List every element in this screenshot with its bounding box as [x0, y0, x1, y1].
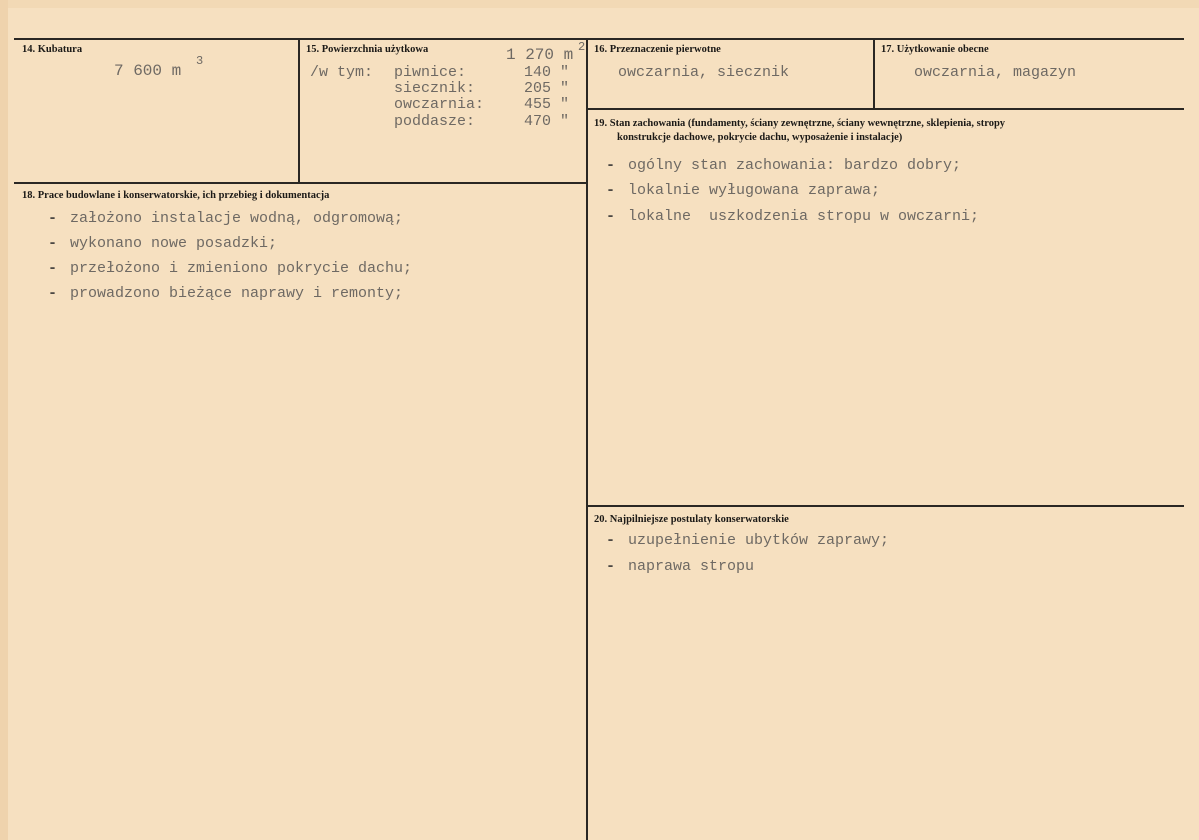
paper-edge-left: [0, 0, 8, 840]
field-19-item: lokalnie wyługowana zaprawa;: [628, 182, 881, 199]
field-15-prefix: /w tym:: [310, 64, 374, 81]
field-20-item: uzupełnienie ubytków zaprawy;: [628, 532, 890, 549]
field-16-label: 16. Przeznaczenie pierwotne: [594, 44, 721, 55]
list-bullet: -: [606, 208, 616, 225]
field-19-label-line1: 19. Stan zachowania (fundamenty, ściany zewnętrzne, ściany wewnętrzne, sklepienia, stropy: [594, 118, 1006, 129]
paper-edge-top: [0, 0, 1199, 8]
field-15-row-name: piwnice:: [394, 64, 467, 81]
field-15-total-sup: 2: [578, 40, 586, 54]
list-bullet: -: [48, 210, 58, 227]
field-16-value: owczarnia, siecznik: [618, 64, 790, 81]
field-14-value: 7 600 m: [114, 62, 182, 80]
list-bullet: -: [606, 157, 616, 174]
field-15-row-value: 470 ": [524, 113, 570, 130]
rule-top: [14, 38, 1184, 40]
field-15-row-name: owczarnia:: [394, 96, 485, 113]
list-bullet: -: [48, 285, 58, 302]
rule-col-14-15: [298, 38, 300, 182]
list-bullet: -: [606, 532, 616, 549]
field-17-value: owczarnia, magazyn: [914, 64, 1077, 81]
field-19-item: ogólny stan zachowania: bardzo dobry;: [628, 157, 962, 174]
field-14-sup: 3: [196, 54, 204, 68]
list-bullet: -: [48, 260, 58, 277]
rule-right-lower: [587, 505, 1184, 507]
rule-center: [586, 38, 588, 840]
field-20-item: naprawa stropu: [628, 558, 755, 575]
field-19-label-line2: konstrukcje dachowe, pokrycie dachu, wyposażenie i instalacje): [617, 132, 903, 143]
field-15-row-name: siecznik:: [394, 80, 476, 97]
field-15-row-name: poddasze:: [394, 113, 476, 130]
field-15-total: 1 270 m: [506, 46, 574, 64]
rule-col-16-17: [873, 38, 875, 108]
field-14-label: 14. Kubatura: [22, 44, 83, 55]
field-19-item: lokalne uszkodzenia stropu w owczarni;: [628, 208, 980, 225]
list-bullet: -: [606, 558, 616, 575]
field-15-row-value: 455 ": [524, 96, 570, 113]
field-18-item: założono instalacje wodną, odgromową;: [70, 210, 404, 227]
field-15-label: 15. Powierzchnia użytkowa: [306, 44, 429, 55]
field-18-item: wykonano nowe posadzki;: [70, 235, 278, 252]
field-20-label: 20. Najpilniejsze postulaty konserwatorskie: [594, 514, 789, 525]
list-bullet: -: [48, 235, 58, 252]
rule-right-mid: [587, 108, 1184, 110]
field-18-label: 18. Prace budowlane i konserwatorskie, ich przebieg i dokumentacja: [22, 190, 330, 201]
field-18-item: przełożono i zmieniono pokrycie dachu;: [70, 260, 413, 277]
list-bullet: -: [606, 182, 616, 199]
rule-left-mid: [14, 182, 587, 184]
field-18-item: prowadzono bieżące naprawy i remonty;: [70, 285, 404, 302]
field-15-row-value: 140 ": [524, 64, 570, 81]
field-17-label: 17. Użytkowanie obecne: [881, 44, 989, 55]
field-15-row-value: 205 ": [524, 80, 570, 97]
